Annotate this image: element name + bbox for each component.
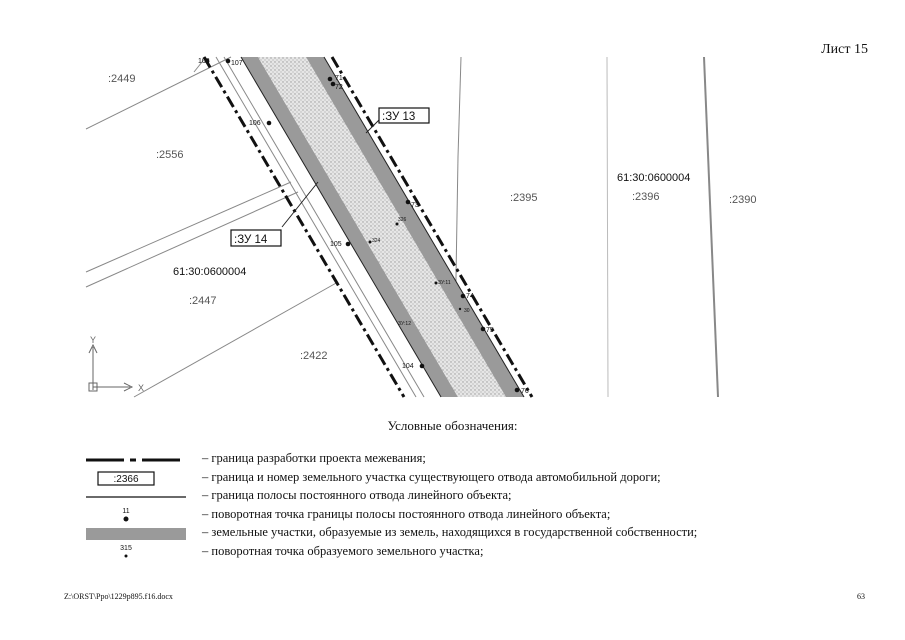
document-path: Z:\ORST\Ppo\1229p895.f16.docx bbox=[64, 592, 173, 601]
point-label: 106 bbox=[249, 120, 261, 127]
point-label: 72 bbox=[335, 84, 343, 91]
dash-dot-line-symbol bbox=[86, 450, 186, 468]
legend bbox=[86, 450, 846, 561]
point-label: 73 bbox=[411, 202, 419, 209]
axis-y-label: Y bbox=[90, 335, 97, 345]
parcel-label: :2390 bbox=[729, 194, 757, 206]
legend-item: :2366 – граница и номер земельного участка существующего отвода автомобильной дороги; bbox=[86, 469, 846, 488]
zu-label: :ЗУ 13 bbox=[382, 111, 416, 123]
parcel-label: :2396 bbox=[632, 191, 660, 203]
legend-item: – граница полосы постоянного отвода линейного объекта; bbox=[86, 487, 846, 506]
sheet-number: Лист 15 bbox=[821, 42, 868, 57]
parcel-number-symbol bbox=[86, 469, 186, 487]
parcel-label: :2447 bbox=[189, 295, 217, 307]
point-label: 71 bbox=[335, 75, 343, 82]
legend-item: – земельные участки, образуемые из земель, находящихся в государственной собственности; bbox=[86, 524, 846, 543]
point-label: 76 bbox=[521, 388, 529, 395]
point-label: 107 bbox=[231, 60, 243, 67]
point-label: 108 bbox=[198, 58, 210, 65]
parcel-label: :2556 bbox=[156, 149, 184, 161]
point-label: ЗУ:11 bbox=[438, 280, 451, 286]
parcel-label: :2449 bbox=[108, 73, 136, 85]
legend-title: Условные обозначения: bbox=[387, 418, 518, 433]
point-label: 324 bbox=[372, 238, 381, 244]
point-label: 30 bbox=[464, 308, 470, 314]
svg-text:315: 315 bbox=[120, 544, 132, 552]
svg-text::2366: :2366 bbox=[113, 473, 139, 485]
parcel-label: :2395 bbox=[510, 192, 538, 204]
svg-text:11: 11 bbox=[122, 507, 130, 515]
axis-x-label: X bbox=[138, 383, 145, 393]
small-point-symbol bbox=[86, 543, 186, 561]
legend-item: 11 – поворотная точка границы полосы постоянного отвода линейного объекта; bbox=[86, 506, 846, 525]
page-number: 63 bbox=[857, 592, 865, 601]
point-label: 105 bbox=[330, 241, 342, 248]
point-label: ЗУ:12 bbox=[398, 321, 411, 327]
quarter-label: 61:30:0600004 bbox=[617, 172, 691, 184]
point-label: 75 bbox=[486, 327, 494, 334]
legend-item: 315 – поворотная точка образуемого земельного участка; bbox=[86, 543, 846, 562]
point-label: 104 bbox=[402, 363, 414, 370]
parcel-label: :2422 bbox=[300, 350, 328, 362]
point-label: 326 bbox=[398, 217, 407, 223]
legend-item: – граница разработки проекта межевания; bbox=[86, 450, 846, 469]
solid-line-symbol bbox=[86, 487, 186, 505]
cadastral-map bbox=[86, 57, 757, 397]
axis-indicator bbox=[89, 345, 132, 391]
point-label: 74 bbox=[466, 293, 474, 300]
turning-point-symbol bbox=[86, 506, 186, 524]
zu-label: :ЗУ 14 bbox=[234, 234, 268, 246]
gray-area-symbol bbox=[86, 524, 186, 542]
quarter-label: 61:30:0600004 bbox=[173, 266, 247, 278]
